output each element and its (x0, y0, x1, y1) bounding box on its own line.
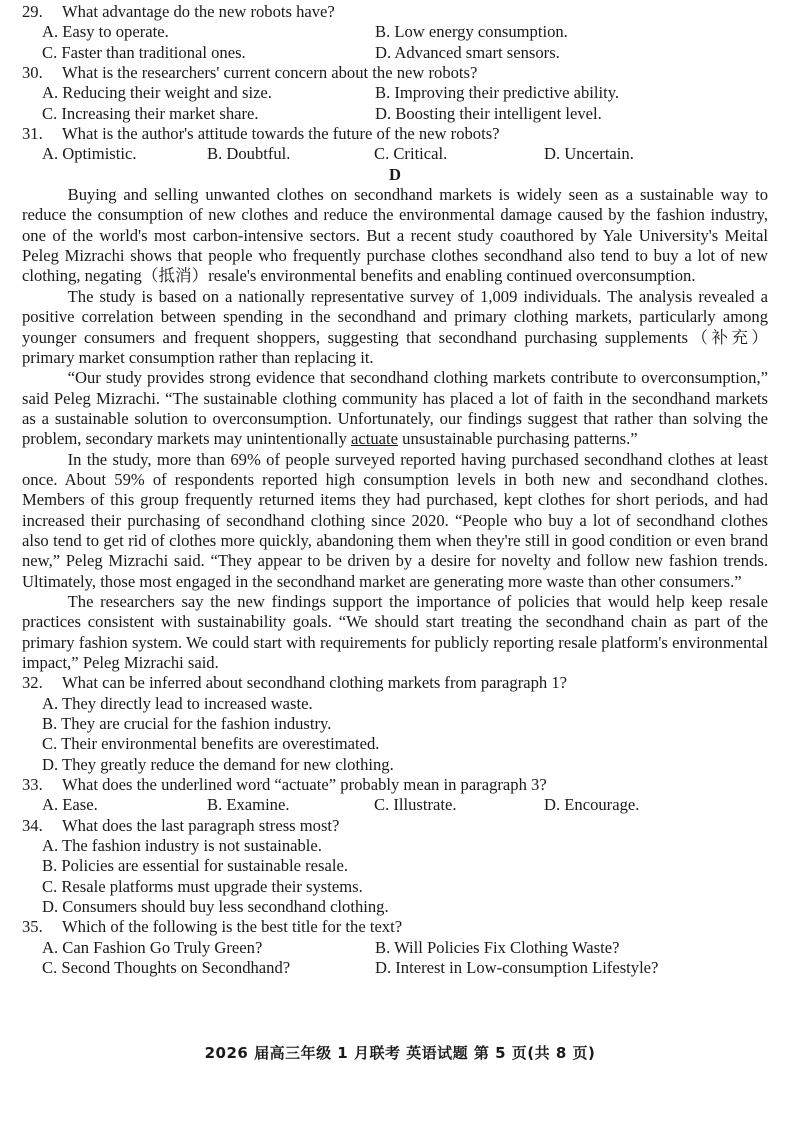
option-a: A. Ease. (42, 795, 98, 815)
option-d: D. Boosting their intelligent level. (375, 103, 602, 123)
option-d: D. They greatly reduce the demand for new clothing. (42, 754, 394, 774)
option-c: C. Second Thoughts on Secondhand? (42, 958, 291, 978)
option-c: C. Their environmental benefits are overestimated. (42, 734, 380, 754)
option-b: B. Examine. (207, 795, 290, 815)
passage-paragraph-5: The researchers say the new findings support the importance of policies that would help keep resale practices consistent with sustainability goals. “We should start treating the secondhand chain as part of the primary fashion system. We could start with requirements for publicly reporting resale platform's environmental impact,” Peleg Mizrachi said. (22, 591, 768, 672)
question-number: 34. (22, 815, 43, 835)
question-35-options (22, 938, 768, 958)
option-d: D. Consumers should buy less secondhand clothing. (42, 897, 389, 917)
question-30-options (22, 83, 768, 103)
option-b: B. Low energy consumption. (375, 22, 568, 42)
question-29 (22, 2, 768, 22)
option-d: D. Advanced smart sensors. (375, 42, 560, 62)
question-number: 31. (22, 124, 43, 144)
question-stem: What does the underlined word “actuate” probably mean in paragraph 3? (62, 775, 547, 795)
option-b: B. They are crucial for the fashion industry. (42, 714, 332, 734)
option-c: C. Illustrate. (374, 795, 457, 815)
passage-paragraph-2: The study is based on a nationally representative survey of 1,009 individuals. The analysis revealed a positive correlation between spending in the secondhand and primary clothing markets, particularly among younger consumers and frequent shoppers, suggesting that secondhand purchasing supplements（补充）primary market consumption rather than replacing it. (22, 286, 768, 367)
option-a: A. Reducing their weight and size. (42, 83, 272, 103)
question-35-options-2 (22, 958, 768, 978)
underlined-word-actuate: actuate (351, 429, 399, 449)
option-b: B. Improving their predictive ability. (375, 83, 620, 103)
question-31 (22, 124, 768, 144)
option-c: C. Faster than traditional ones. (42, 42, 246, 62)
question-stem: What can be inferred about secondhand clothing markets from paragraph 1? (62, 673, 567, 693)
question-29-options (22, 22, 768, 42)
passage-paragraph-4: In the study, more than 69% of people surveyed reported having purchased secondhand clothes at least once. About 59% of respondents reported high consumption levels in both new and secondhand clothes. Members of this group frequently returned items they had purchased, kept clothes for short periods, and had increased their purchasing of secondhand clothing since 2020. “People who buy a lot of secondhand clothes also tend to get rid of clothes more quickly, abandoning them when they're still in good condition or even brand new,” Peleg Mizrachi said. “They appear to be driven by a desire for novelty and follow new fashion trends. Ultimately, those most engaged in the secondhand market are generating more waste than other consumers.” (22, 449, 768, 591)
question-number: 35. (22, 917, 43, 937)
question-stem: What is the author's attitude towards the future of the new robots? (62, 124, 500, 144)
option-a: A. The fashion industry is not sustainable. (42, 836, 322, 856)
question-32 (22, 673, 768, 693)
option-b: B. Will Policies Fix Clothing Waste? (375, 937, 620, 957)
passage-paragraph-1: Buying and selling unwanted clothes on secondhand markets is widely seen as a sustainable way to reduce the consumption of new clothes and reduce the environmental damage caused by the fashion industry, one of the world's most carbon-intensive sectors. But a recent study coauthored by Yale University's Meital Peleg Mizrachi shows that people who frequently purchase clothes secondhand also tend to buy a lot of new clothing, negating（抵消）resale's environmental benefits and enabling continued overconsumption. (22, 185, 768, 286)
paragraph-3-part-1: “Our study provides strong evidence that secondhand clothing markets contribute to overconsumption,” said Peleg Mizrachi. “The sustainable clothing community has placed a lot of faith in the secondhand markets as a sustainable solution to overconsumption. Unfortunately, our findings suggest that rather than solving the problem, secondary markets may unintentionally (22, 368, 768, 449)
passage (22, 185, 768, 673)
option-b: B. Policies are essential for sustainable resale. (42, 856, 348, 876)
option-a: A. Can Fashion Go Truly Green? (42, 937, 263, 957)
option-a: A. They directly lead to increased waste. (42, 693, 313, 713)
passage-paragraph-3 (22, 368, 768, 449)
exam-page (22, 2, 768, 979)
option-d: D. Uncertain. (544, 144, 634, 164)
question-29-options-2 (22, 43, 768, 63)
question-30-options-2 (22, 104, 768, 124)
question-34 (22, 816, 768, 836)
question-33 (22, 775, 768, 795)
option-c: C. Critical. (374, 144, 448, 164)
question-35 (22, 917, 768, 937)
question-number: 30. (22, 63, 43, 83)
question-number: 33. (22, 775, 43, 795)
option-a: A. Optimistic. (42, 144, 137, 164)
option-b: B. Doubtful. (207, 144, 291, 164)
option-c: C. Increasing their market share. (42, 103, 259, 123)
question-stem: What advantage do the new robots have? (62, 2, 335, 21)
question-stem: Which of the following is the best title for the text? (62, 917, 403, 937)
question-number: 32. (22, 673, 43, 693)
option-d: D. Encourage. (544, 795, 640, 815)
option-a: A. Easy to operate. (42, 22, 169, 42)
option-c: C. Resale platforms must upgrade their systems. (42, 876, 363, 896)
option-d: D. Interest in Low-consumption Lifestyle? (375, 958, 659, 978)
question-stem: What does the last paragraph stress most? (62, 815, 340, 835)
paragraph-3-part-2: unsustainable purchasing patterns.” (398, 429, 638, 449)
question-stem: What is the researchers' current concern about the new robots? (62, 63, 478, 83)
page-footer: 2026 届高三年级 1 月联考 英语试题 第 5 页(共 8 页) (204, 1044, 596, 1062)
question-number: 29. (22, 2, 43, 21)
question-33-options (22, 795, 768, 815)
question-31-options (22, 144, 768, 164)
section-heading: D (389, 164, 401, 184)
question-30 (22, 63, 768, 83)
